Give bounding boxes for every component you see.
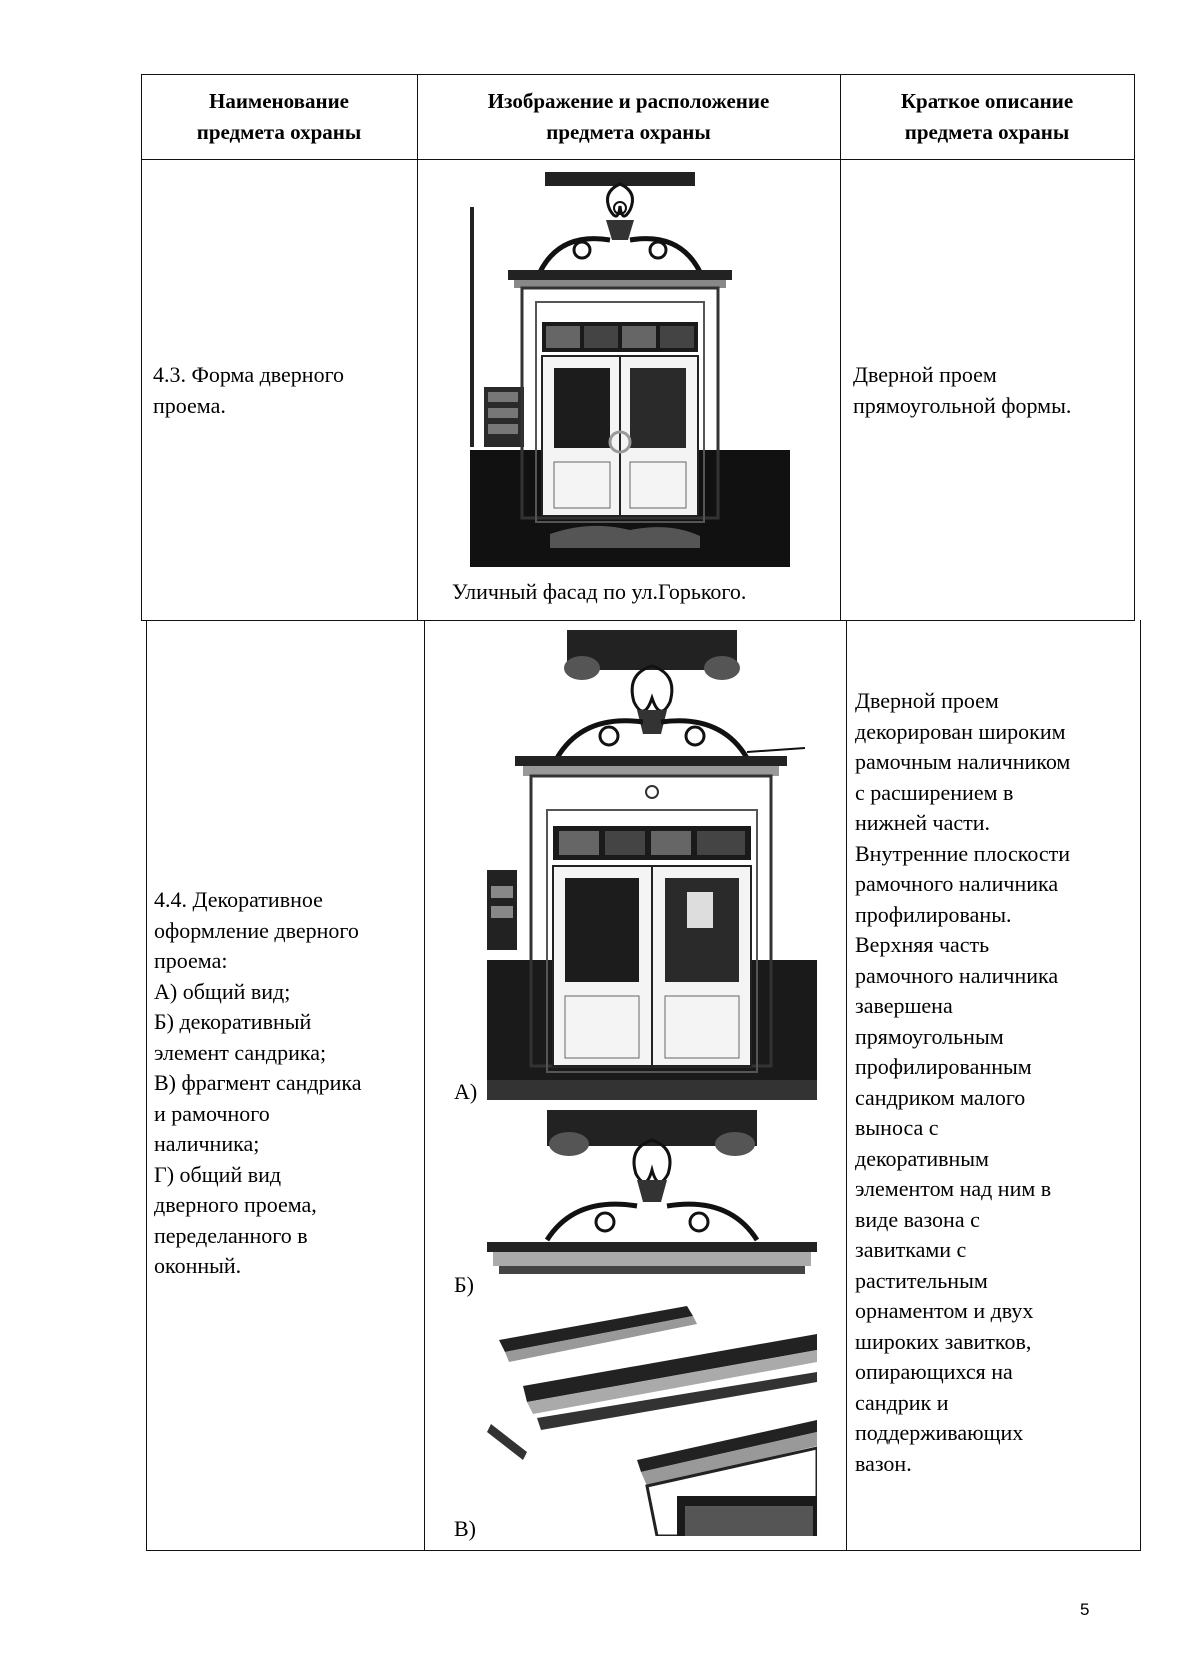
text-line: вазон. xyxy=(855,1450,912,1476)
cornice-fragment-photo-v xyxy=(487,1300,817,1536)
text-line: элементом над ним в xyxy=(855,1176,1052,1201)
text-line: Внутренние плоскости xyxy=(855,840,1071,866)
text-line: виде вазона с xyxy=(855,1206,980,1232)
text-line: В) фрагмент сандрика xyxy=(154,1070,362,1095)
text-line: орнаментом и двух xyxy=(855,1298,1034,1323)
text-line: дверного проема, xyxy=(154,1192,317,1217)
text-line: А) общий вид; xyxy=(154,978,291,1004)
text-line: Б) декоративный xyxy=(154,1009,312,1034)
text-line: Г) общий вид xyxy=(154,1161,282,1187)
text-line: рамочного наличника xyxy=(855,871,1059,896)
header-image xyxy=(417,86,840,148)
text-line: поддерживающих xyxy=(855,1420,1024,1445)
pediment-photo-b xyxy=(487,1110,817,1292)
text-line: нижней части. xyxy=(855,810,991,835)
table-right-border xyxy=(1134,74,1135,620)
header-line: Наименование xyxy=(209,89,349,113)
text-line: с расширением в xyxy=(855,779,1014,805)
text-line: декоративным xyxy=(855,1145,989,1171)
text-line: растительным xyxy=(855,1267,988,1293)
text-line: Верхняя часть xyxy=(855,932,990,957)
text-line: прямоугольной формы. xyxy=(853,392,1072,418)
doorway-photo-a xyxy=(487,630,817,1100)
text-line: Дверной проем xyxy=(855,688,999,713)
row-4-3-description xyxy=(853,360,1071,421)
text-line: оформление дверного xyxy=(154,917,359,943)
header-name xyxy=(141,86,417,148)
table-right-border xyxy=(1140,620,1141,1551)
header-bottom-border xyxy=(141,159,1135,160)
text-line: Дверной проем xyxy=(853,362,997,387)
text-line: декорирован широким xyxy=(855,718,1066,744)
header-line: Краткое описание xyxy=(900,89,1074,113)
header-line: предмета охраны xyxy=(546,120,711,144)
photo-label-v: В) xyxy=(454,1516,476,1541)
text-line: прямоугольным xyxy=(855,1023,1004,1049)
text-line: профилированы. xyxy=(855,901,1012,927)
header-line: предмета охраны xyxy=(196,120,362,144)
text-line: завершена xyxy=(855,993,953,1018)
row-divider xyxy=(141,620,1135,621)
text-line: рамочного наличника xyxy=(855,962,1059,988)
text-line: и рамочного xyxy=(154,1100,270,1126)
column-divider-1 xyxy=(424,620,425,1551)
text-line: опирающихся на xyxy=(855,1359,1013,1384)
text-line: наличника; xyxy=(154,1131,260,1156)
table-left-border xyxy=(146,620,147,1551)
row-4-3-name xyxy=(153,360,344,421)
image-caption: Уличный фасад по ул.Горького. xyxy=(452,579,747,604)
photo-label-a: А) xyxy=(454,1079,478,1104)
column-divider-2 xyxy=(846,620,847,1551)
header-line: предмета охраны xyxy=(904,120,1070,144)
text-line: оконный. xyxy=(154,1253,242,1278)
text-line: сандрик и xyxy=(855,1389,949,1415)
doorway-photo-4-3 xyxy=(470,172,790,567)
row-4-4-description xyxy=(855,686,1070,1479)
table-top-border xyxy=(141,74,1135,75)
column-divider-2 xyxy=(840,74,841,620)
text-line: 4.3. Форма дверного xyxy=(153,362,345,387)
text-line: 4.4. Декоративное xyxy=(154,887,323,912)
column-divider-1 xyxy=(417,74,418,620)
text-line: сандриком малого xyxy=(855,1084,1026,1110)
text-line: переделанного в xyxy=(154,1222,308,1248)
text-line: завитками с xyxy=(855,1237,967,1262)
table-bottom-border xyxy=(146,1550,1140,1551)
header-line: Изображение и расположение xyxy=(487,89,770,113)
text-line: профилированным xyxy=(855,1054,1032,1079)
text-line: рамочным наличником xyxy=(855,749,1071,774)
photo-label-b: Б) xyxy=(454,1272,474,1297)
page-number: 5 xyxy=(1080,1600,1090,1619)
text-line: выноса с xyxy=(855,1115,939,1140)
header-description xyxy=(840,86,1134,148)
text-line: широких завитков, xyxy=(855,1328,1032,1354)
table-left-border xyxy=(141,74,142,620)
text-line: проема: xyxy=(154,948,228,973)
row-4-4-name xyxy=(154,885,362,1282)
text-line: проема. xyxy=(153,392,226,418)
text-line: элемент сандрика; xyxy=(154,1039,327,1065)
